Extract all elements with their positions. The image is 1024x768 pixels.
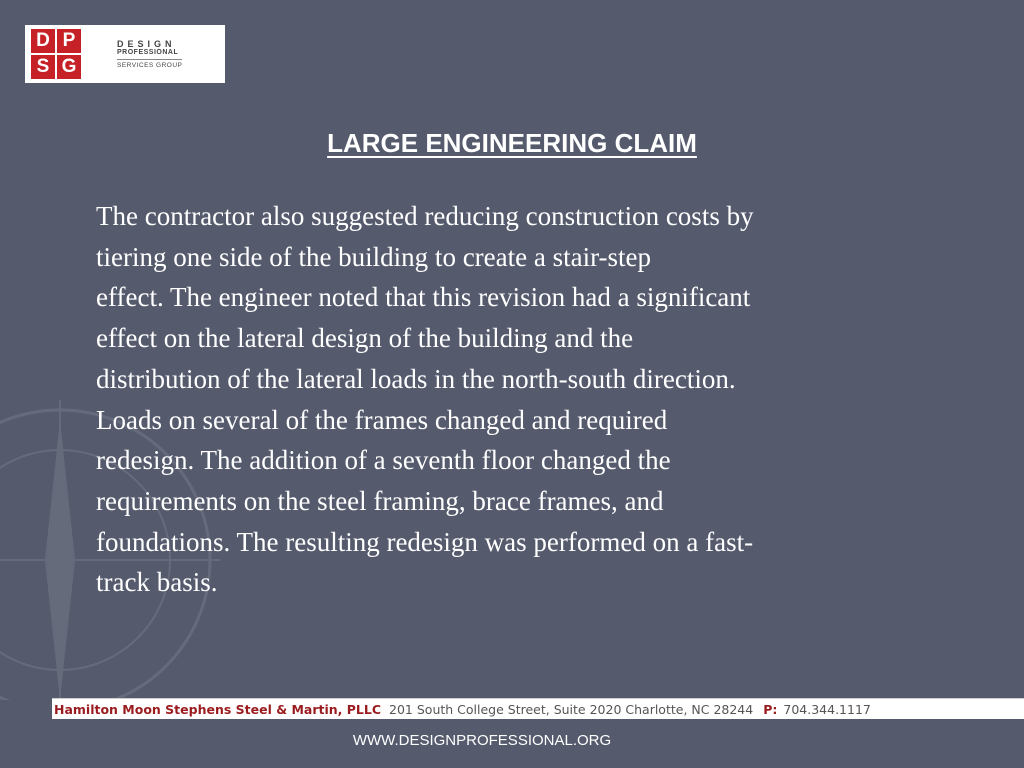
body-line: requirements on the steel framing, brace frames, and	[96, 485, 664, 516]
logo-line-professional: PROFESSIONAL	[117, 49, 182, 60]
logo-line-design: DESIGN	[117, 38, 176, 49]
body-line: track basis.	[96, 567, 218, 598]
logo-letter-d: D	[31, 29, 55, 53]
body-line: foundations. The resulting redesign was performed on a fast-	[96, 526, 754, 557]
logo-letter-s: S	[31, 55, 55, 79]
body-line: effect on the lateral design of the building and the	[96, 323, 634, 354]
footer-phone-number: 704.344.1117	[783, 701, 871, 717]
logo-mark	[31, 29, 107, 79]
logo-letter-g: G	[57, 55, 81, 79]
footer-address: 201 South College Street, Suite 2020 Charlotte, NC 28244	[389, 701, 754, 717]
logo-line-services-group: SERVICES GROUP	[117, 61, 183, 69]
body-line: effect. The engineer noted that this revision had a significant	[96, 282, 751, 313]
body-line: Loads on several of the frames changed and required	[96, 404, 668, 435]
body-line: redesign. The addition of a seventh floor changed the	[96, 445, 671, 476]
logo-letter-p: P	[57, 29, 81, 53]
body-line: tiering one side of the building to create a stair-step	[96, 241, 652, 272]
footer-phone-label: P:	[763, 701, 778, 717]
company-logo	[25, 25, 225, 83]
slide-body-text	[96, 196, 946, 603]
body-line: distribution of the lateral loads in the north-south direction.	[96, 363, 736, 394]
logo-wordmark	[117, 39, 182, 70]
body-line: The contractor also suggested reducing construction costs by	[96, 201, 754, 231]
footer-contact-banner	[52, 698, 1024, 719]
footer-firm-name: Hamilton Moon Stephens Steel & Martin, PLLC	[54, 701, 382, 717]
footer-website-link[interactable]: WWW.DESIGNPROFESSIONAL.ORG	[352, 732, 612, 749]
slide-title: LARGE ENGINEERING CLAIM	[327, 128, 697, 158]
